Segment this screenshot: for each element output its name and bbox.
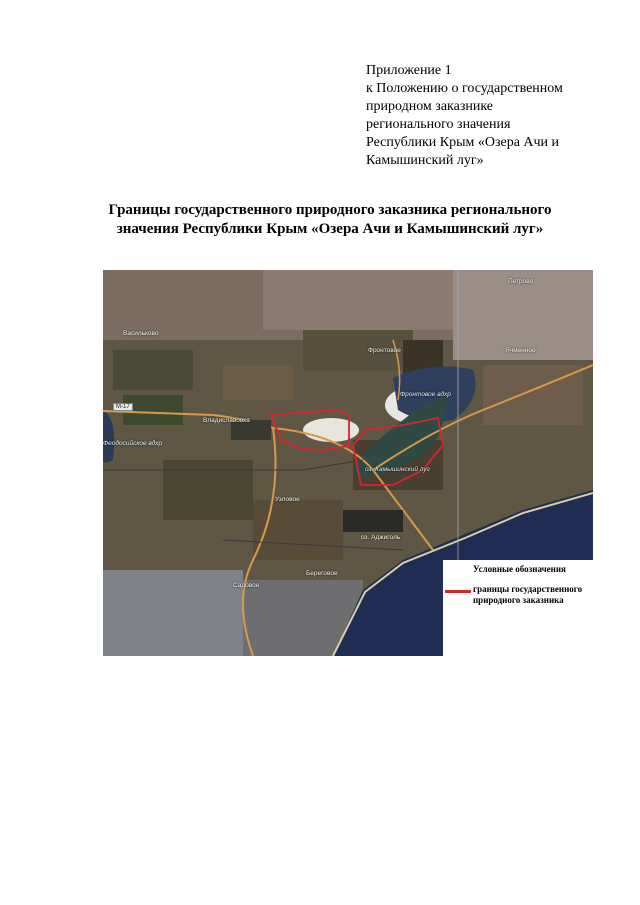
document-title xyxy=(80,201,580,239)
appendix-line: Камышинский луг» xyxy=(366,153,484,168)
appendix-line: к Положению о государственном xyxy=(366,81,563,96)
legend-title: Условные обозначения xyxy=(473,564,566,574)
place-label: Васильково xyxy=(123,330,159,337)
place-label: Фронтовое xyxy=(368,347,401,354)
appendix-line: природном заказнике xyxy=(366,99,494,114)
place-label: оз. Аджиголь xyxy=(361,534,401,541)
lake-label: оз. Камышинский луг xyxy=(365,466,430,473)
appendix-line: регионального значения xyxy=(366,117,511,132)
lake-label: Феодосийское вдхр xyxy=(103,440,163,447)
map-legend xyxy=(443,560,593,656)
appendix-heading xyxy=(366,62,606,170)
place-label: Садовое xyxy=(233,582,260,589)
appendix-line: Приложение 1 xyxy=(366,63,452,78)
title-line-2: значения Республики Крым «Озера Ачи и Камышинский луг» xyxy=(116,221,544,237)
title-line-1: Границы государственного природного заказника регионального xyxy=(108,202,552,218)
road-badge: М-17 xyxy=(113,403,133,411)
place-label: Береговое xyxy=(306,570,338,577)
place-label: Ячменное xyxy=(505,347,536,354)
appendix-line: Республики Крым «Озера Ачи и xyxy=(366,135,560,150)
lake-label: Фронтовое вдхр xyxy=(400,391,451,398)
legend-boundary-label: границы государственного природного заказника xyxy=(473,584,583,605)
place-label: Владиславовка xyxy=(203,417,250,424)
place-label: Узловое xyxy=(275,496,300,503)
legend-boundary-swatch xyxy=(445,590,471,593)
place-label: Петрово xyxy=(508,278,534,285)
